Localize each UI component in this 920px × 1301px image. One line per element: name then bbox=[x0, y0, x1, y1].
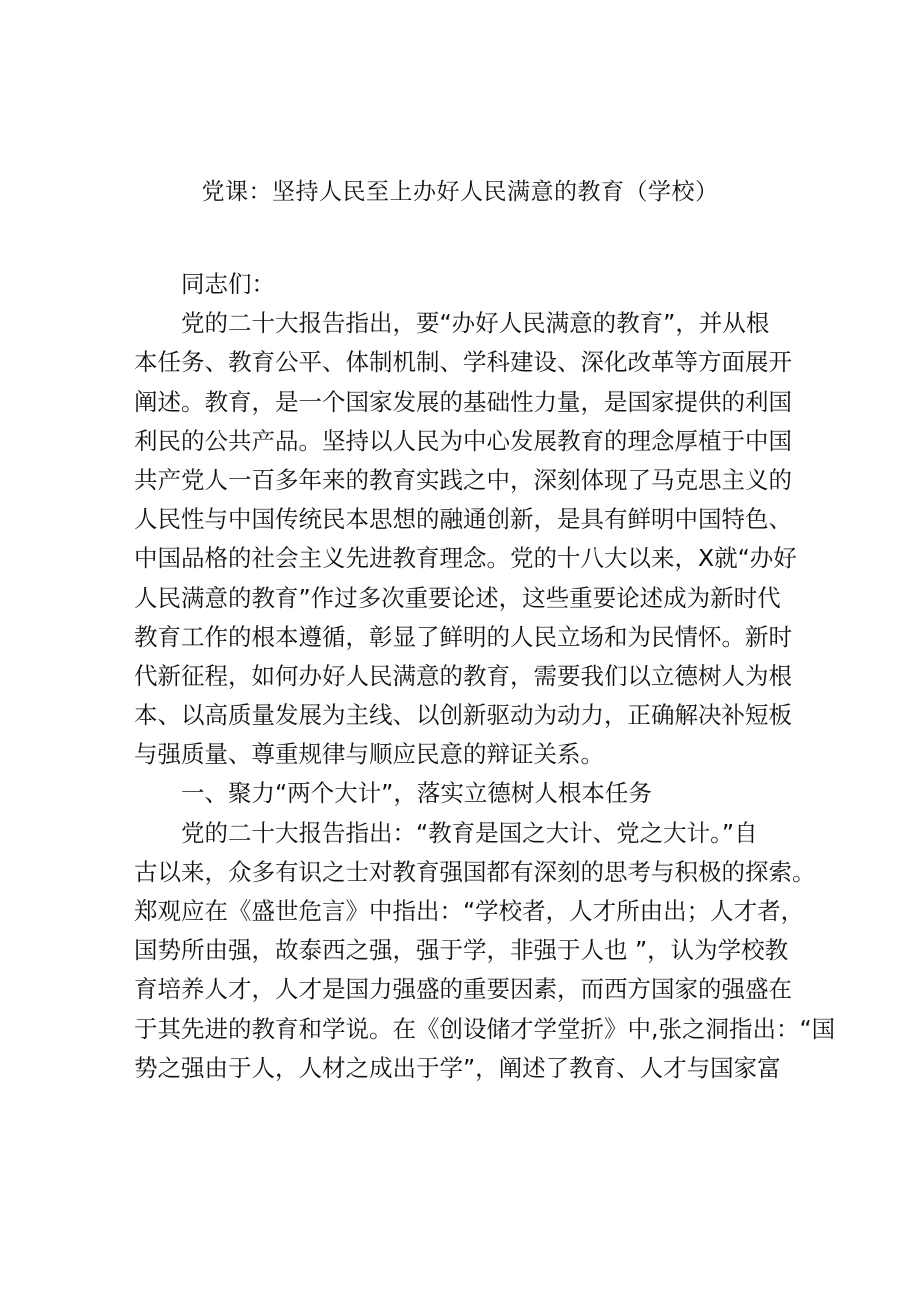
paragraph-line: 本任务、教育公平、体制机制、学科建设、深化改革等方面展开 bbox=[134, 348, 792, 377]
paragraph-line: 阐述。教育，是一个国家发展的基础性力量，是国家提供的利国 bbox=[134, 387, 792, 416]
paragraph-line: 人民性与中国传统民本思想的融通创新，是具有鲜明中国特色、 bbox=[134, 505, 792, 534]
document-body bbox=[134, 265, 836, 1088]
paragraph-line: 党的二十大报告指出，要“办好人民满意的教育”，并从根 bbox=[181, 309, 770, 338]
salutation-line: 同志们： bbox=[181, 270, 275, 298]
paragraph-line: 利民的公共产品。坚持以人民为中心发展教育的理念厚植于中国 bbox=[134, 426, 792, 455]
paragraph-line: 郑观应在《盛世危言》中指出：“学校者，人才所由出；人才者， bbox=[134, 897, 805, 925]
paragraph-line: 育培养人才，人才是国力强盛的重要因素，而西方国家的强盛在 bbox=[134, 975, 792, 1004]
paragraph-line: 共产党人一百多年来的教育实践之中，深刻体现了马克思主义的 bbox=[134, 465, 792, 494]
paragraph-line: 教育工作的根本遵循，彰显了鲜明的人民立场和为民情怀。新时 bbox=[134, 622, 792, 651]
paragraph-line: 国势所由强，故泰西之强，强于学，非强于人也 ”，认为学校教 bbox=[134, 936, 789, 965]
paragraph-line: 中国品格的社会主义先进教育理念。党的十八大以来，X就“办好 bbox=[134, 544, 797, 573]
section-heading: 一、聚力“两个大计”，落实立德树人根本任务 bbox=[181, 779, 652, 808]
document-title: 党课：坚持人民至上办好人民满意的教育（学校） bbox=[201, 179, 719, 205]
paragraph-line: 势之强由于人，人材之成出于学”，阐述了教育、人才与国家富 bbox=[134, 1053, 781, 1082]
paragraph-line: 与强质量、尊重规律与顺应民意的辩证关系。 bbox=[134, 740, 604, 769]
paragraph-line: 于其先进的教育和学说。在《创设储才学堂折》中,张之洞指出：“国 bbox=[134, 1014, 836, 1043]
paragraph-line: 本、以高质量发展为主线、以创新驱动为动力，正确解决补短板 bbox=[134, 701, 792, 730]
paragraph-line: 古以来，众多有识之士对教育强国都有深刻的思考与积极的探索。 bbox=[134, 857, 816, 886]
paragraph-line: 党的二十大报告指出：“教育是国之大计、党之大计。”自 bbox=[181, 818, 758, 847]
paragraph-line: 人民满意的教育”作过多次重要论述，这些重要论述成为新时代 bbox=[134, 583, 781, 612]
paragraph-line: 代新征程，如何办好人民满意的教育，需要我们以立德树人为根 bbox=[134, 661, 792, 690]
